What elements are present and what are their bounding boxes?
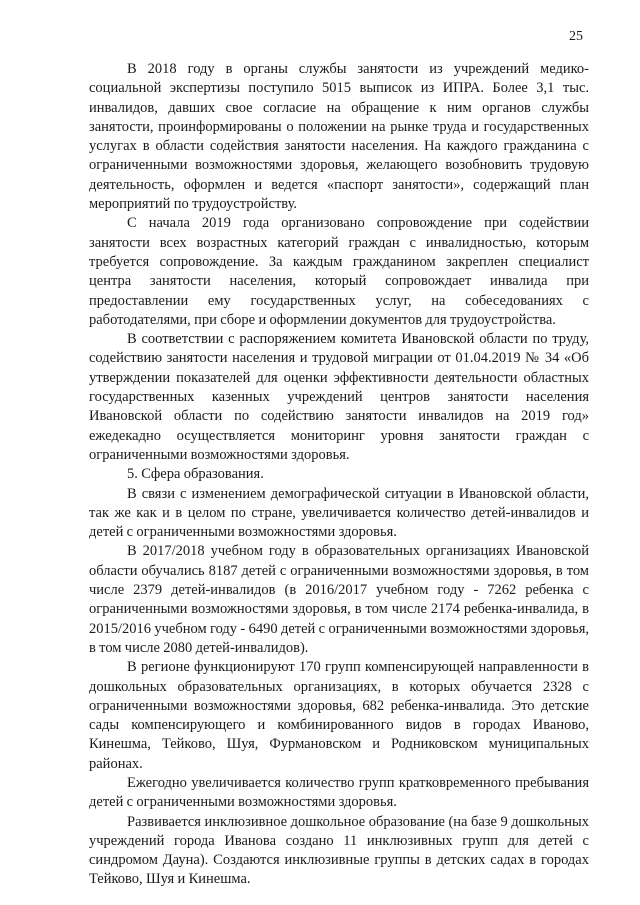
paragraph-compensatory-groups: В регионе функционируют 170 групп компенсирующей направленности в дошкольных образовательных организациях, в которых обучается 2328 с ограниченными возможностями здоровья, 682 ребенка-инвалида. Это детские сады компенсирующего и комбинированного видов в городах Иваново, Кинешма, Тейково, Шуя, Фурмановском и Родниковском муниципальных районах.	[89, 659, 589, 772]
paragraph-inclusive-education: Развивается инклюзивное дошкольное образование (на базе 9 дошкольных учреждений города Иванова создано 11 инклюзивных групп для детей с синдромом Дауна). Создаются инклюзивные группы в детских садах в городах Тейково, Шуя и Кинешма.	[89, 813, 589, 888]
section-heading-education: 5. Сфера образования.	[127, 466, 264, 483]
paragraph-demographics: В связи с изменением демографической ситуации в Ивановской области, так же как и в целом по стране, увеличивается количество детей-инвалидов и детей с ограниченными возможностями здоровья.	[89, 485, 589, 541]
paragraph-employment-support: С начала 2019 года организовано сопровождение при содействии занятости всех возрастных категорий граждан с инвалидностью, которым требуется сопровождение. За каждым гражданином закреплен специалист центра занятости населения, который сопровождает инвалида при предоставлении ему государственных услуг, на собеседованиях с работодателями, при сборе и оформлении документов для трудоустройства.	[89, 215, 589, 328]
page-number: 25	[569, 29, 583, 44]
paragraph-monitoring-order: В соответствии с распоряжением комитета Ивановской области по труду, содействию занятости населения и трудовой миграции от 01.04.2019 № 34 «Об утверждении показателей для оценки эффективности деятельности областных государственных казенных учреждений центров занятости населения Ивановской области по содействию занятости инвалидов на 2019 год» ежедекадно осуществляется мониторинг уровня занятости граждан с ограниченными возможностями здоровья.	[89, 331, 589, 463]
document-body	[89, 60, 589, 890]
paragraph-short-stay-groups: Ежегодно увеличивается количество групп кратковременного пребывания детей с ограниченными возможностями здоровья.	[89, 774, 589, 811]
paragraph-ipra-statistics: В 2018 году в органы службы занятости из учреждений медико-социальной экспертизы поступило 5015 выписок из ИПРА. Более 3,1 тыс. инвалидов, давших свое согласие на обращение к ним органов службы занятости, проинформированы о положении на рынке труда и государственных услугах в области содействия занятости населения. На каждого гражданина с ограниченными возможностями здоровья, желающего возобновить трудовую деятельность, оформлен и ведется «паспорт занятости», содержащий план мероприятий по трудоустройству.	[89, 61, 589, 213]
paragraph-school-year-stats: В 2017/2018 учебном году в образовательных организациях Ивановской области обучались 8187 детей с ограниченными возможностями здоровья, в том числе 2379 детей-инвалидов (в 2016/2017 учебном году - 7262 ребенка с ограниченными возможностями здоровья, в том числе 2174 ребенка-инвалида, в 2015/2016 учебном году - 6490 детей с ограниченными возможностями здоровья, в том числе 2080 детей-инвалидов).	[89, 543, 589, 656]
